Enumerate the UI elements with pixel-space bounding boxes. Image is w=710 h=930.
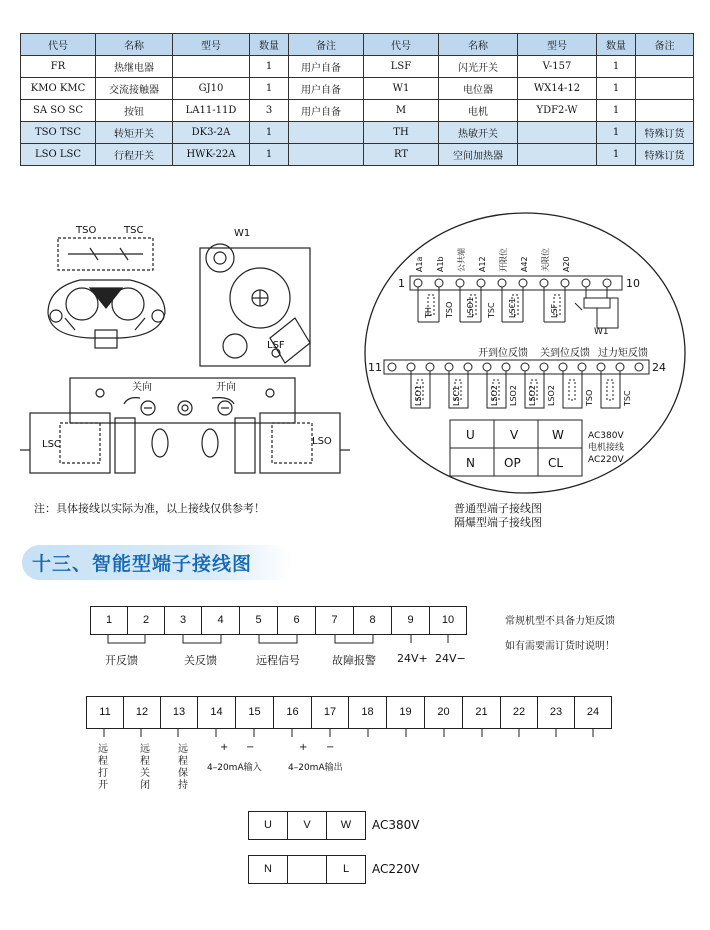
cell: 闪光开关: [439, 56, 518, 78]
cell: TSO TSC: [21, 122, 96, 144]
terminal-screws-bottom: [388, 363, 643, 371]
terminal-cell: 11: [86, 696, 124, 729]
wiring-note: 注：具体接线以实际为准，以上接线仅供参考！: [34, 502, 265, 515]
table-row: [21, 122, 694, 144]
power-terminal-u: U: [248, 811, 288, 840]
cell: M: [364, 100, 439, 122]
label-24v-plus: 24V+: [397, 652, 428, 665]
remark-order-note: 如有需要需订货时说明！: [505, 641, 615, 652]
cell: [636, 100, 694, 122]
terminal-cell: 2: [127, 606, 165, 635]
cell: 电位器: [439, 78, 518, 100]
cell: FR: [21, 56, 96, 78]
motor-voltage-label: AC380V: [588, 431, 624, 441]
label-remote-open: 远程打开: [98, 744, 108, 791]
plus-sign: +: [220, 742, 229, 753]
terminal-cell: 20: [424, 696, 463, 729]
switch-label-bottom: LSO2: [509, 385, 518, 406]
switch-label-bottom: TSC: [623, 390, 632, 406]
cell: V-157: [518, 56, 597, 78]
motor-terminal: OP: [504, 456, 521, 470]
switch-label-top: LSC1: [508, 297, 517, 318]
cell: 1: [250, 144, 289, 166]
cell: 热敏开关: [439, 122, 518, 144]
col-header: 代号: [21, 34, 96, 56]
terminal-screws-top: [414, 279, 611, 287]
label-4-20ma-input: 4–20mA输入: [207, 763, 262, 773]
cell: 按钮: [96, 100, 173, 122]
open-direction-label: 开向: [216, 382, 236, 393]
col-header: 备注: [636, 34, 694, 56]
plus-sign: +: [299, 742, 308, 753]
terminal-strip-bottom: [384, 360, 649, 374]
top-label: 开限位: [499, 248, 508, 272]
caption-normal: 普通型端子接线图: [454, 502, 542, 515]
cell: LSF: [364, 56, 439, 78]
cell: 1: [597, 122, 636, 144]
switch-label-bottom: LSO2: [490, 385, 499, 406]
label-ac380v: AC380V: [372, 818, 420, 832]
col-header: 名称: [96, 34, 173, 56]
cell: 行程开关: [96, 144, 173, 166]
switch-label-top: TSC: [487, 302, 496, 318]
terminal-cell: 18: [348, 696, 387, 729]
terminal-24-label: 24: [652, 361, 666, 374]
label-fault-alarm: 故障报警: [332, 654, 376, 667]
switch-label-top: TH: [424, 307, 433, 318]
table-row: [21, 56, 694, 78]
terminal-cell: 23: [537, 696, 575, 729]
cell: 交流接触器: [96, 78, 173, 100]
motor-terminal: W: [552, 428, 564, 442]
row2-ticks: [86, 729, 616, 741]
switch-label-bottom: LSC1: [452, 385, 461, 406]
terminal-cell: 6: [277, 606, 316, 635]
lso-label: LSO: [312, 436, 332, 447]
switch-label-top: LSO1: [466, 297, 475, 318]
terminal-cell: 17: [311, 696, 349, 729]
cell: [518, 122, 597, 144]
terminal-wiring-diagram: [360, 210, 690, 500]
switch-label-bottom: LSO1: [414, 385, 423, 406]
switch-label-bottom: LSO2: [547, 385, 556, 406]
motor-voltage-label: AC220V: [588, 455, 624, 465]
top-label: 公共端: [457, 248, 466, 272]
cell: 1: [597, 100, 636, 122]
label-ac220v: AC220V: [372, 862, 420, 876]
section-title: 十三、智能型端子接线图: [32, 553, 253, 575]
label-remote-hold: 远程保持: [178, 744, 188, 791]
label-remote-signal: 远程信号: [256, 654, 300, 667]
cell: YDF2-W: [518, 100, 597, 122]
terminal-1-label: 1: [398, 277, 405, 290]
minus-sign: −: [326, 742, 335, 753]
cell: 用户自备: [289, 56, 364, 78]
power-terminal-v: V: [287, 811, 327, 840]
label-24v-minus: 24V−: [435, 652, 466, 665]
terminal-cell: 13: [160, 696, 198, 729]
cell: 3: [250, 100, 289, 122]
col-header: 型号: [173, 34, 250, 56]
top-label: A12: [478, 256, 487, 272]
col-header: 名称: [439, 34, 518, 56]
lsc-label: LSC: [42, 439, 61, 450]
col-header: 数量: [597, 34, 636, 56]
cell: W1: [364, 78, 439, 100]
cell: 热继电器: [96, 56, 173, 78]
terminal-cell: 14: [197, 696, 236, 729]
power-terminal-l: L: [326, 855, 366, 884]
cell: 1: [597, 56, 636, 78]
torque-switch-assembly: [48, 238, 165, 348]
tsc-label: TSC: [124, 225, 144, 236]
cell: TH: [364, 122, 439, 144]
limit-switch-assembly: [20, 378, 350, 473]
switch-label-top: LSF: [550, 303, 559, 318]
close-direction-label: 关向: [132, 382, 152, 393]
feedback-close-label: 关到位反馈: [540, 348, 590, 359]
parts-table: [20, 33, 694, 166]
label-close-feedback: 关反馈: [184, 654, 217, 667]
col-header: 代号: [364, 34, 439, 56]
terminal-cell: 8: [353, 606, 392, 635]
terminal-cell: 15: [235, 696, 274, 729]
terminal-cell: 12: [123, 696, 161, 729]
tso-label: TSO: [76, 225, 97, 236]
cell: 1: [250, 78, 289, 100]
caption-explosion-proof: 隔爆型端子接线图: [454, 516, 542, 529]
cell: LA11-11D: [173, 100, 250, 122]
w1-wiring-label: W1: [594, 327, 609, 337]
terminal-10-label: 10: [626, 277, 640, 290]
top-label: A20: [562, 256, 571, 272]
top-label: 关限位: [541, 248, 550, 272]
terminal-cell: 1: [90, 606, 128, 635]
motor-terminal: N: [466, 456, 475, 470]
cell: RT: [364, 144, 439, 166]
table-row: [21, 78, 694, 100]
cell: [173, 56, 250, 78]
cell: [636, 56, 694, 78]
terminal-cell: 10: [429, 606, 467, 635]
mechanical-drawing: [20, 218, 350, 488]
cell: 空间加热器: [439, 144, 518, 166]
motor-voltage-label: 电机接线: [588, 443, 625, 453]
terminal-cell: 24: [574, 696, 612, 729]
terminal-cell: 21: [462, 696, 501, 729]
top-label: A1a: [415, 256, 424, 272]
cell: [636, 78, 694, 100]
switch-label-bottom: LSO2: [528, 385, 537, 406]
terminal-cell: 7: [315, 606, 354, 635]
power-terminal-n: N: [248, 855, 288, 884]
cell: [518, 144, 597, 166]
table-row: [21, 100, 694, 122]
cell: 1: [597, 78, 636, 100]
cell: 用户自备: [289, 78, 364, 100]
cell: 1: [250, 122, 289, 144]
terminal-cell: 4: [201, 606, 240, 635]
cell: 特殊订货: [636, 144, 694, 166]
top-label: A42: [520, 256, 529, 272]
potentiometer-assembly: [200, 244, 310, 366]
motor-terminal: V: [510, 428, 519, 442]
terminal-cell: 3: [164, 606, 202, 635]
power-terminal-w: W: [326, 811, 366, 840]
col-header: 备注: [289, 34, 364, 56]
cell: HWK-22A: [173, 144, 250, 166]
cell: 用户自备: [289, 100, 364, 122]
power-terminal-blank: [287, 855, 327, 884]
terminal-cell: 22: [500, 696, 538, 729]
table-row: [21, 144, 694, 166]
cell: [289, 144, 364, 166]
terminal-cell: 16: [273, 696, 312, 729]
terminal-cell: 9: [391, 606, 430, 635]
cell: [289, 122, 364, 144]
feedback-open-label: 开到位反馈: [478, 348, 528, 359]
table-header-row: [21, 34, 694, 56]
feedback-torque-label: 过力矩反馈: [598, 348, 648, 359]
terminal-cell: 5: [239, 606, 278, 635]
label-remote-close: 远程关闭: [140, 744, 150, 791]
cell: 电机: [439, 100, 518, 122]
top-label: A1b: [436, 256, 445, 272]
terminal-cell: 19: [386, 696, 425, 729]
minus-sign: −: [246, 742, 255, 753]
col-header: 型号: [518, 34, 597, 56]
switch-label-top: TSO: [445, 301, 454, 318]
col-header: 数量: [250, 34, 289, 56]
cell: WX14-12: [518, 78, 597, 100]
cell: LSO LSC: [21, 144, 96, 166]
terminal-11-label: 11: [368, 361, 382, 374]
switch-label-bottom: TSO: [585, 389, 594, 406]
cell: GJ10: [173, 78, 250, 100]
remark-no-torque: 常规机型不具备力矩反馈: [505, 616, 615, 627]
w1-label: W1: [234, 228, 251, 239]
cell: 特殊订货: [636, 122, 694, 144]
cell: DK3-2A: [173, 122, 250, 144]
cell: 1: [250, 56, 289, 78]
lsf-label: LSF: [267, 340, 285, 351]
cell: SA SO SC: [21, 100, 96, 122]
row1-pairing-brackets: [90, 635, 470, 649]
cell: 1: [597, 144, 636, 166]
cell: 转矩开关: [96, 122, 173, 144]
motor-terminal: U: [466, 428, 475, 442]
label-open-feedback: 开反馈: [105, 654, 138, 667]
cell: KMO KMC: [21, 78, 96, 100]
motor-terminal: CL: [548, 456, 564, 470]
label-4-20ma-output: 4–20mA输出: [288, 763, 343, 773]
